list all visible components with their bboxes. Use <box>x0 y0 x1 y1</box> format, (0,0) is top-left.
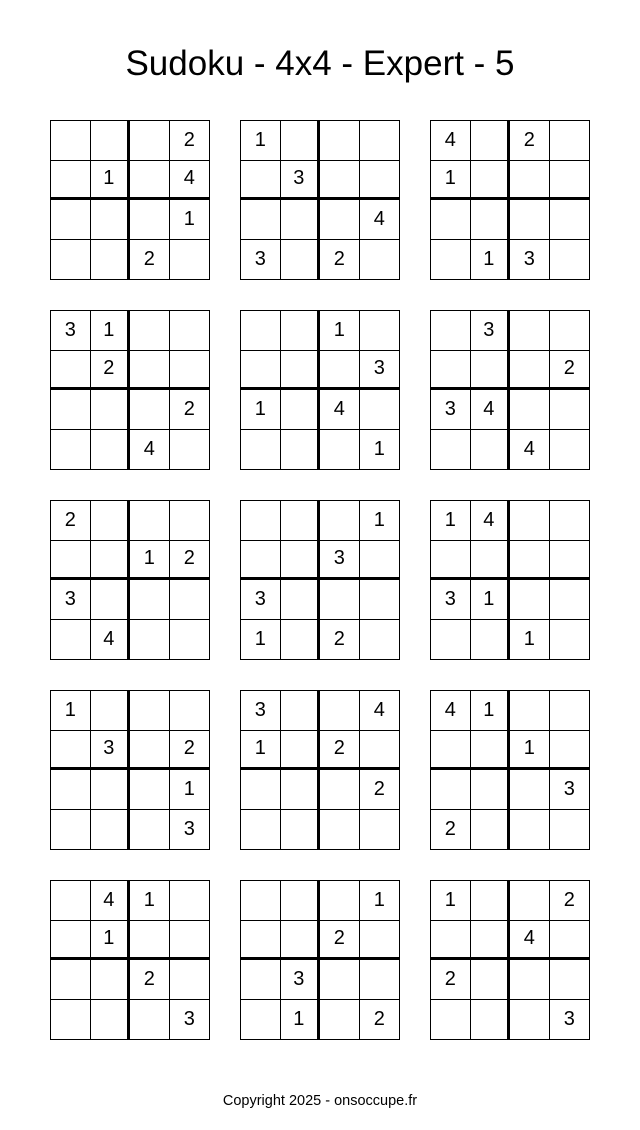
sudoku-cell: 2 <box>170 121 210 161</box>
sudoku-cell: 1 <box>471 691 511 731</box>
sudoku-cell <box>510 161 550 201</box>
sudoku-grid <box>240 500 400 660</box>
sudoku-cell: 1 <box>510 731 550 771</box>
sudoku-cell <box>91 200 131 240</box>
sudoku-cell <box>550 390 590 430</box>
sudoku-cell <box>51 960 91 1000</box>
sudoku-cell: 2 <box>170 541 210 581</box>
sudoku-cell: 4 <box>510 921 550 961</box>
sudoku-cell: 1 <box>241 620 281 660</box>
sudoku-cell: 1 <box>431 161 471 201</box>
sudoku-cell <box>471 921 511 961</box>
sudoku-cell <box>51 620 91 660</box>
sudoku-cell: 3 <box>183 1007 195 1030</box>
sudoku-cell <box>431 731 471 771</box>
sudoku-cell <box>51 161 91 201</box>
sudoku-cell: 1 <box>373 437 385 460</box>
sudoku-cell <box>91 501 131 541</box>
sudoku-cell <box>360 731 400 771</box>
sudoku-cell: 1 <box>170 200 210 240</box>
sudoku-cell <box>510 1000 550 1040</box>
sudoku-grid <box>50 690 210 850</box>
sudoku-cell: 1 <box>241 390 281 430</box>
sudoku-cell <box>510 810 550 850</box>
sudoku-cell <box>241 351 281 391</box>
sudoku-cell: 2 <box>373 1007 385 1030</box>
sudoku-cell <box>170 691 210 731</box>
sudoku-cell: 3 <box>510 240 550 280</box>
sudoku-cell: 4 <box>431 121 471 161</box>
sudoku-cell <box>471 200 511 240</box>
sudoku-cell <box>431 620 471 660</box>
sudoku-cell: 2 <box>51 501 91 541</box>
sudoku-cell <box>550 620 590 660</box>
sudoku-cell <box>130 921 170 961</box>
sudoku-cell <box>281 311 321 351</box>
sudoku-cell <box>170 430 210 470</box>
sudoku-cell <box>431 430 471 470</box>
sudoku-grid <box>240 310 400 470</box>
sudoku-cell <box>51 430 91 470</box>
sudoku-cell <box>360 311 400 351</box>
sudoku-cell: 2 <box>360 770 400 810</box>
sudoku-cell <box>360 580 400 620</box>
sudoku-cell <box>471 430 511 470</box>
sudoku-cell <box>510 351 550 391</box>
sudoku-cell: 1 <box>360 881 400 921</box>
sudoku-cell: 1 <box>241 121 281 161</box>
sudoku-cell: 4 <box>360 200 400 240</box>
sudoku-cell: 2 <box>130 240 170 280</box>
sudoku-cell: 3 <box>51 311 91 351</box>
sudoku-cell: 3 <box>183 817 195 840</box>
sudoku-cell <box>51 881 91 921</box>
sudoku-cell <box>550 731 590 771</box>
sudoku-cell <box>281 501 321 541</box>
sudoku-cell <box>471 810 511 850</box>
sudoku-cell: 3 <box>241 691 281 731</box>
sudoku-cell <box>91 121 131 161</box>
sudoku-cell: 4 <box>170 161 210 201</box>
sudoku-cell <box>241 921 281 961</box>
sudoku-cell: 1 <box>91 161 131 201</box>
sudoku-cell: 1 <box>471 580 511 620</box>
sudoku-grid <box>50 880 210 1040</box>
sudoku-cell <box>471 770 511 810</box>
sudoku-grid <box>240 690 400 850</box>
sudoku-cell <box>431 921 471 961</box>
sudoku-grid <box>240 880 400 1040</box>
sudoku-cell <box>320 161 360 201</box>
sudoku-cell: 4 <box>471 501 511 541</box>
sudoku-cell: 4 <box>91 881 131 921</box>
sudoku-cell <box>51 240 91 280</box>
sudoku-cell <box>550 430 590 470</box>
sudoku-cell: 3 <box>550 770 590 810</box>
sudoku-cell: 2 <box>550 881 590 921</box>
sudoku-cell <box>51 731 91 771</box>
sudoku-cell: 2 <box>320 921 360 961</box>
sudoku-cell: 1 <box>51 691 91 731</box>
copyright-footer: Copyright 2025 - onsoccupe.fr <box>222 1093 418 1109</box>
sudoku-cell: 2 <box>431 960 471 1000</box>
sudoku-cell <box>471 161 511 201</box>
sudoku-grid <box>50 500 210 660</box>
sudoku-cell <box>320 960 360 1000</box>
sudoku-cell <box>170 351 210 391</box>
sudoku-cell <box>281 691 321 731</box>
sudoku-cell: 3 <box>471 311 511 351</box>
sudoku-cell <box>320 810 360 850</box>
sudoku-cell <box>170 501 210 541</box>
sudoku-cell <box>130 810 170 850</box>
sudoku-cell <box>550 121 590 161</box>
sudoku-cell: 2 <box>170 390 210 430</box>
sudoku-cell: 2 <box>320 731 360 771</box>
sudoku-cell <box>130 390 170 430</box>
sudoku-cell <box>431 541 471 581</box>
sudoku-grid <box>430 880 590 1040</box>
sudoku-cell <box>550 200 590 240</box>
sudoku-cell <box>170 580 210 620</box>
sudoku-cell <box>431 200 471 240</box>
sudoku-grid <box>430 690 590 850</box>
sudoku-cell <box>550 921 590 961</box>
sudoku-cell <box>281 541 321 581</box>
sudoku-cell <box>510 770 550 810</box>
sudoku-cell <box>320 200 360 240</box>
sudoku-cell <box>91 770 131 810</box>
sudoku-cell <box>510 881 550 921</box>
sudoku-cell <box>550 580 590 620</box>
sudoku-cell <box>360 620 400 660</box>
sudoku-cell <box>281 921 321 961</box>
sudoku-cell <box>130 580 170 620</box>
sudoku-cell <box>170 921 210 961</box>
sudoku-cell <box>281 240 321 280</box>
sudoku-cell <box>241 810 281 850</box>
sudoku-cell <box>550 161 590 201</box>
sudoku-cell: 1 <box>241 731 281 771</box>
sudoku-cell <box>130 351 170 391</box>
sudoku-cell <box>281 430 321 470</box>
sudoku-cell: 3 <box>51 580 91 620</box>
sudoku-cell <box>510 691 550 731</box>
sudoku-cell <box>550 960 590 1000</box>
sudoku-cell <box>360 161 400 201</box>
sudoku-cell <box>510 501 550 541</box>
sudoku-cell <box>471 351 511 391</box>
sudoku-cell <box>550 691 590 731</box>
sudoku-cell <box>320 501 360 541</box>
sudoku-grid <box>50 310 210 470</box>
sudoku-cell <box>170 620 210 660</box>
sudoku-cell <box>130 731 170 771</box>
sudoku-cell <box>130 1000 170 1040</box>
sudoku-cell <box>241 960 281 1000</box>
sudoku-cell <box>241 311 281 351</box>
sudoku-cell <box>130 161 170 201</box>
sudoku-cell <box>281 881 321 921</box>
sudoku-cell <box>241 1000 281 1040</box>
sudoku-cell <box>51 810 91 850</box>
sudoku-grid <box>430 500 590 660</box>
sudoku-cell: 3 <box>431 580 471 620</box>
sudoku-cell <box>471 541 511 581</box>
sudoku-cell: 1 <box>320 311 360 351</box>
sudoku-cell <box>130 121 170 161</box>
sudoku-cell <box>170 311 210 351</box>
sudoku-cell <box>431 240 471 280</box>
sudoku-cell <box>471 121 511 161</box>
sudoku-cell <box>91 240 131 280</box>
sudoku-cell <box>241 501 281 541</box>
page-title: Sudoku - 4x4 - Expert - 5 <box>125 44 515 83</box>
sudoku-cell <box>91 541 131 581</box>
sudoku-cell <box>281 351 321 391</box>
sudoku-cell <box>170 960 210 1000</box>
sudoku-cell: 3 <box>320 541 360 581</box>
sudoku-cell <box>241 541 281 581</box>
sudoku-cell: 3 <box>431 390 471 430</box>
sudoku-grid <box>430 120 590 280</box>
sudoku-cell <box>320 580 360 620</box>
sudoku-cell <box>510 311 550 351</box>
sudoku-cell <box>130 770 170 810</box>
sudoku-cell <box>431 311 471 351</box>
sudoku-grid <box>240 120 400 280</box>
sudoku-cell <box>281 390 321 430</box>
sudoku-cell <box>130 501 170 541</box>
sudoku-cell <box>471 1000 511 1040</box>
sudoku-cell: 2 <box>91 351 131 391</box>
sudoku-cell <box>360 390 400 430</box>
sudoku-cell <box>550 311 590 351</box>
sudoku-cell: 2 <box>550 351 590 391</box>
sudoku-cell: 4 <box>471 390 511 430</box>
sudoku-cell <box>241 770 281 810</box>
sudoku-cell <box>471 731 511 771</box>
sudoku-cell: 3 <box>241 580 281 620</box>
sudoku-cell: 2 <box>510 121 550 161</box>
sudoku-cell: 1 <box>91 311 131 351</box>
sudoku-cell <box>360 921 400 961</box>
sudoku-cell <box>510 960 550 1000</box>
sudoku-cell: 4 <box>431 691 471 731</box>
sudoku-cell <box>51 541 91 581</box>
sudoku-cell <box>320 351 360 391</box>
sudoku-cell <box>91 430 131 470</box>
sudoku-cell: 2 <box>320 620 360 660</box>
sudoku-cell: 3 <box>281 960 321 1000</box>
sudoku-cell: 4 <box>91 620 131 660</box>
sudoku-grid <box>50 120 210 280</box>
sudoku-cell: 2 <box>170 731 210 771</box>
sudoku-cell: 3 <box>91 731 131 771</box>
sudoku-cell <box>241 881 281 921</box>
sudoku-cell: 1 <box>510 620 550 660</box>
sudoku-cell: 2 <box>431 810 471 850</box>
sudoku-cell <box>281 580 321 620</box>
sudoku-cell: 3 <box>360 351 400 391</box>
sudoku-cell: 1 <box>170 770 210 810</box>
sudoku-cell <box>510 200 550 240</box>
sudoku-cell: 1 <box>130 541 170 581</box>
sudoku-cell <box>360 960 400 1000</box>
sudoku-cell: 1 <box>281 1000 321 1040</box>
sudoku-cell <box>431 770 471 810</box>
sudoku-cell <box>320 881 360 921</box>
sudoku-cell <box>281 200 321 240</box>
sudoku-cell <box>91 810 131 850</box>
sudoku-cell <box>91 390 131 430</box>
sudoku-cell <box>241 161 281 201</box>
sudoku-cell: 4 <box>130 430 170 470</box>
sudoku-cell <box>471 620 511 660</box>
sudoku-cell <box>130 691 170 731</box>
sudoku-cell <box>320 691 360 731</box>
sudoku-cell <box>281 770 321 810</box>
sudoku-cell <box>360 121 400 161</box>
sudoku-cell <box>281 620 321 660</box>
sudoku-cell: 4 <box>510 430 550 470</box>
sudoku-cell <box>281 121 321 161</box>
sudoku-cell <box>550 541 590 581</box>
sudoku-cell <box>471 881 511 921</box>
sudoku-cell: 3 <box>563 1007 575 1030</box>
sudoku-cell <box>51 1000 91 1040</box>
sudoku-cell <box>320 430 360 470</box>
sudoku-cell <box>51 390 91 430</box>
sudoku-cell <box>320 770 360 810</box>
sudoku-cell <box>51 351 91 391</box>
sudoku-cell: 1 <box>431 501 471 541</box>
sudoku-cell <box>320 121 360 161</box>
sudoku-cell <box>510 541 550 581</box>
sudoku-cell: 1 <box>431 881 471 921</box>
sudoku-cell <box>91 691 131 731</box>
sudoku-cell <box>550 810 590 850</box>
sudoku-cell <box>281 810 321 850</box>
sudoku-cell <box>550 240 590 280</box>
sudoku-grid <box>430 310 590 470</box>
sudoku-cell: 3 <box>281 161 321 201</box>
sudoku-cell <box>51 121 91 161</box>
sudoku-cell <box>91 960 131 1000</box>
sudoku-cell <box>360 541 400 581</box>
sudoku-cell <box>130 311 170 351</box>
sudoku-cell <box>550 501 590 541</box>
sudoku-cell <box>170 240 210 280</box>
sudoku-cell <box>320 1000 360 1040</box>
sudoku-cell: 1 <box>91 921 131 961</box>
sudoku-cell <box>510 390 550 430</box>
sudoku-cell: 2 <box>130 960 170 1000</box>
sudoku-cell <box>431 351 471 391</box>
sudoku-cell <box>91 580 131 620</box>
sudoku-cell <box>281 731 321 771</box>
sudoku-cell <box>51 770 91 810</box>
sudoku-cell <box>51 200 91 240</box>
sudoku-cell: 4 <box>320 390 360 430</box>
sudoku-cell: 3 <box>241 240 281 280</box>
sudoku-cell <box>241 430 281 470</box>
sudoku-cell <box>471 960 511 1000</box>
sudoku-cell <box>360 240 400 280</box>
sudoku-cell <box>510 580 550 620</box>
sudoku-cell <box>91 1000 131 1040</box>
sudoku-cell <box>130 620 170 660</box>
sudoku-cell: 4 <box>360 691 400 731</box>
sudoku-cell <box>170 881 210 921</box>
sudoku-cell: 1 <box>471 240 511 280</box>
sudoku-cell <box>241 200 281 240</box>
sudoku-cell <box>130 200 170 240</box>
sudoku-cell <box>51 921 91 961</box>
sudoku-cell <box>360 810 400 850</box>
sudoku-cell: 2 <box>320 240 360 280</box>
sudoku-cell <box>431 1000 471 1040</box>
sudoku-cell: 1 <box>360 501 400 541</box>
sudoku-cell: 1 <box>130 881 170 921</box>
